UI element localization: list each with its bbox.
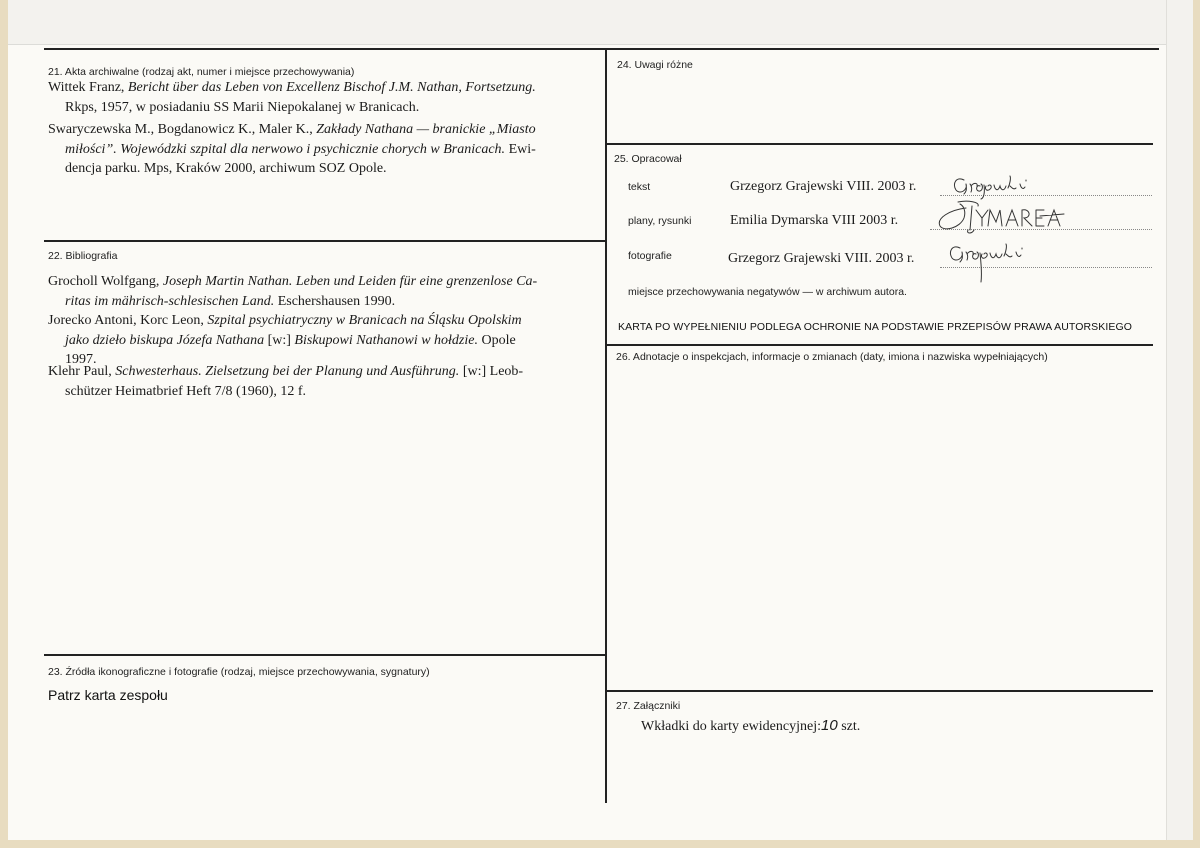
section-23-heading: 23. Źródła ikonograficzne i fotografie (rodzaj, miejsce przechowywania, sygnatury) (48, 666, 430, 678)
prepared-by-plans: Emilia Dymarska VIII 2003 r. (730, 213, 899, 228)
copyright-notice: KARTA PO WYPEŁNIENIU PODLEGA OCHRONIE NA PODSTAWIE PRZEPISÓW PRAWA AUTORSKIEGO (618, 321, 1133, 333)
entry-details: [w:] Leob- (459, 364, 524, 379)
rule-26-27 (606, 690, 1153, 692)
bibliography-entry (48, 362, 598, 401)
signature-grajewski (946, 240, 1036, 285)
archival-entry (48, 120, 598, 179)
entry-title: miłości”. Wojewódzki szpital dla nerwowo i psychicznie chorych w Branicach. (65, 141, 506, 157)
entry-title: Biskupowi Nathanowi w hołdzie. (294, 332, 478, 348)
attachments-unit: szt. (837, 719, 861, 734)
top-margin-strip (8, 0, 1166, 45)
entry-title: Bericht über das Leben von Excellenz Bischof J.M. Nathan, Fortsetzung. (127, 80, 536, 95)
entry-author: Grocholl Wolfgang, (48, 274, 163, 289)
attachments-text: Wkładki do karty ewidencyjnej: (641, 719, 821, 734)
entry-details: Rkps, 1957, w posiadaniu SS Marii Niepokalanej w Branicach. (65, 99, 420, 115)
entry-title: jako dzieło biskupa Józefa Nathana (65, 332, 265, 348)
entry-title: ritas im mährisch-schlesischen Land. (65, 293, 275, 309)
entry-author: Wittek Franz, (48, 80, 128, 95)
entry-details: Eschershausen 1990. (274, 293, 396, 309)
section-26-heading: 26. Adnotacje o inspekcjach, informacje o zmianach (daty, imiona i nazwiska wypełniających) (616, 351, 1048, 363)
bibliography-entry (48, 272, 598, 311)
prepared-by-photos: Grzegorz Grajewski VIII. 2003 r. (728, 251, 915, 266)
entry-title: Joseph Martin Nathan. Leben und Leiden für eine grenzenlose Ca- (162, 274, 538, 289)
bibliography-entry (48, 311, 598, 370)
entry-details: schützer Heimatbrief Heft 7/8 (1960), 12 f. (65, 383, 307, 399)
signature-dymarska (928, 196, 1078, 236)
rule-top (44, 48, 1159, 50)
section-22-heading: 22. Bibliografia (48, 250, 118, 262)
entry-author: Klehr Paul, (48, 364, 116, 379)
entry-details: 1997. (65, 352, 97, 367)
rule-21-22 (44, 240, 606, 242)
archival-entry (48, 78, 598, 117)
rule-25-26 (606, 344, 1153, 346)
rule-22-23 (44, 654, 606, 656)
attachments-count: 10 (821, 717, 838, 734)
entry-details: dencja parku. Mps, Kraków 2000, archiwum SOZ Opole. (65, 161, 387, 176)
prepared-by-label-photos: fotografie (628, 250, 672, 262)
prepared-by-label-text: tekst (628, 181, 651, 193)
section-25-heading: 25. Opracował (614, 153, 682, 165)
entry-title: Zakłady Nathana — branickie „Miasto (316, 122, 536, 137)
iconographic-sources-note: Patrz karta zespołu (48, 687, 168, 703)
attachments-note (641, 717, 860, 735)
entry-author: Swaryczewska M., Bogdanowicz K., Maler K., (48, 122, 317, 137)
entry-author: Jorecko Antoni, Korc Leon, (48, 313, 208, 328)
entry-title: Szpital psychiatryczny w Branicach na Śląsku Opolskim (207, 313, 522, 328)
prepared-by-text: Grzegorz Grajewski VIII. 2003 r. (730, 179, 917, 194)
right-margin-strip (1166, 0, 1193, 840)
negatives-storage-note: miejsce przechowywania negatywów — w archiwum autora. (628, 286, 907, 298)
prepared-by-label-plans: plany, rysunki (628, 215, 692, 227)
rule-24-25 (606, 143, 1153, 145)
entry-details: Opole (478, 332, 516, 348)
entry-title: Schwesterhaus. Zielsetzung bei der Planung und Ausführung. (115, 364, 460, 379)
entry-details: [w:] (264, 332, 295, 348)
section-21-heading: 21. Akta archiwalne (rodzaj akt, numer i miejsce przechowywania) (48, 66, 355, 78)
section-27-heading: 27. Załączniki (616, 700, 681, 712)
section-24-heading: 24. Uwagi różne (617, 59, 693, 71)
entry-details: Ewi- (505, 141, 536, 157)
